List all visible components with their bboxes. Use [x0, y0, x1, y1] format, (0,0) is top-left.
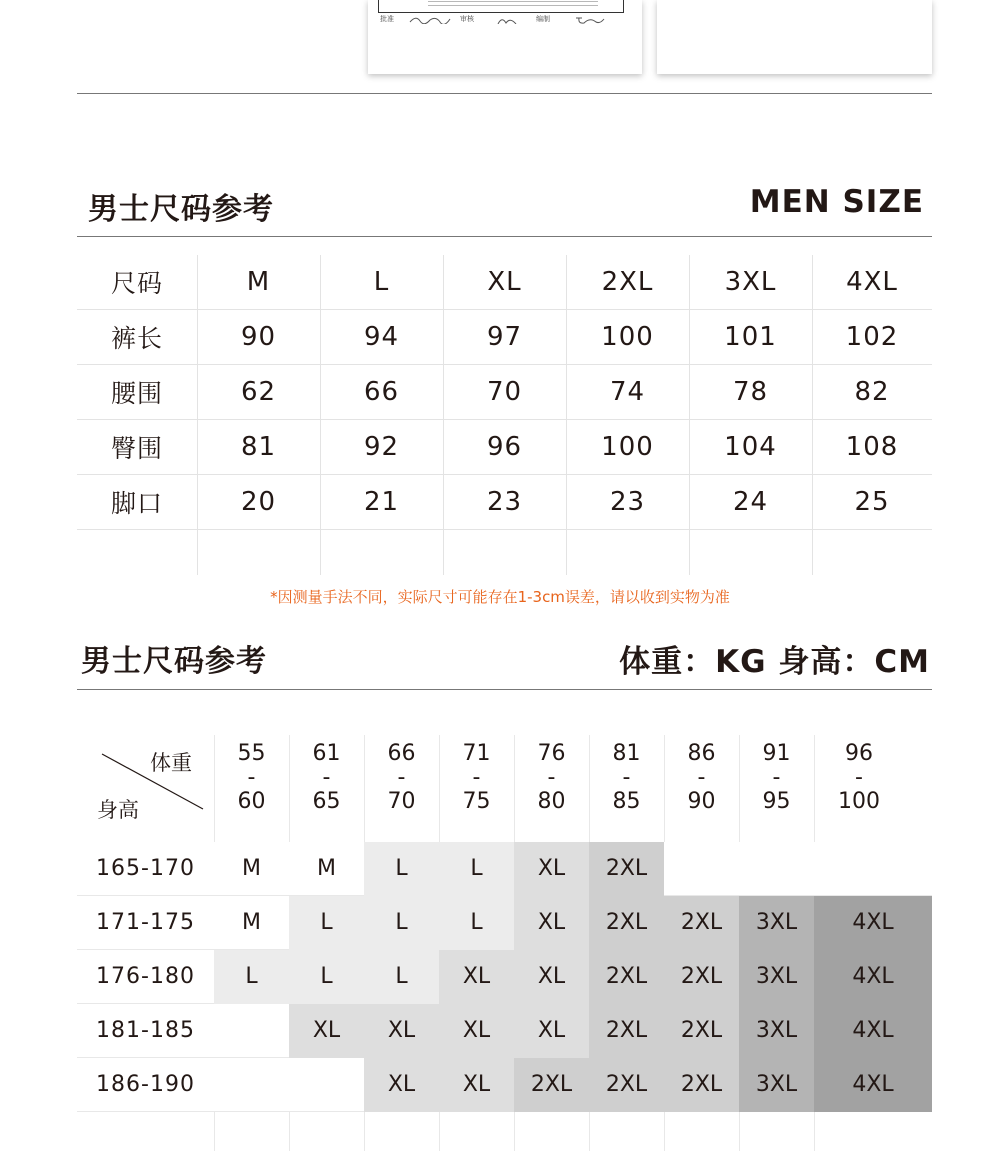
header-cell-4xl: 4XL — [846, 267, 898, 297]
row-label: 脚口 — [110, 489, 163, 518]
range-dash: - — [247, 765, 256, 790]
table-cell: 21 — [363, 487, 400, 517]
size-cell: 3XL — [739, 1058, 814, 1112]
section1-divider — [77, 236, 932, 237]
table-cell: 94 — [363, 322, 400, 352]
range-dash: - — [855, 765, 863, 790]
table-cell: 92 — [363, 432, 400, 462]
weight-to: 80 — [537, 789, 566, 814]
table-empty-row — [77, 530, 932, 580]
size-cell: XL — [514, 842, 589, 896]
table-cell: 20 — [240, 487, 277, 517]
table-cell: 25 — [854, 487, 890, 517]
size-cell: 4XL — [814, 1058, 932, 1112]
weight-from: 86 — [687, 741, 716, 766]
size-cell: 4XL — [814, 950, 932, 1004]
table-cell: 74 — [609, 377, 646, 407]
table-cell: 108 — [845, 432, 899, 462]
size-measurement-table — [77, 255, 932, 580]
weight-to: 95 — [762, 789, 791, 814]
size-cell: 2XL — [589, 1004, 664, 1058]
header-cell-2xl: 2XL — [601, 267, 654, 297]
table-cell: 78 — [732, 377, 769, 407]
height-range-label: 186-190 — [77, 1058, 214, 1112]
range-dash: - — [322, 765, 331, 790]
signature-scribble — [408, 14, 452, 24]
sign-label-approve: 批准 — [380, 15, 394, 23]
weight-range-header — [364, 742, 439, 814]
size-cell: L — [289, 896, 364, 950]
table-cell: 82 — [854, 377, 890, 407]
signature-scribble — [496, 14, 520, 24]
corner-height-label: 身高 — [97, 798, 139, 822]
weight-range-header — [289, 742, 364, 814]
table-cell: 100 — [601, 432, 654, 462]
sign-label-review: 审核 — [460, 15, 474, 23]
table-cell: 102 — [845, 322, 899, 352]
size-cell — [214, 1058, 289, 1112]
header-cell-l: L — [373, 267, 390, 297]
size-cell — [739, 842, 814, 896]
header-cell-xl: XL — [487, 267, 522, 297]
table-cell: 70 — [486, 377, 523, 407]
size-cell: L — [364, 896, 439, 950]
row-label: 腰围 — [110, 379, 163, 408]
table-cell: 96 — [486, 432, 523, 462]
weight-to: 90 — [687, 789, 716, 814]
size-cell: XL — [364, 1004, 439, 1058]
size-cell — [289, 1058, 364, 1112]
table-cell: 90 — [240, 322, 277, 352]
size-cell: XL — [514, 896, 589, 950]
weight-range-header — [214, 742, 289, 814]
size-cell: L — [439, 896, 514, 950]
sign-label-prepare: 编制 — [536, 15, 550, 23]
header-cell-3xl: 3XL — [724, 267, 777, 297]
corner-weight-label: 体重 — [150, 751, 192, 775]
size-cell: 4XL — [814, 896, 932, 950]
section1-title: 男士尺码参考 — [88, 192, 274, 227]
size-cell: 2XL — [664, 1058, 739, 1112]
section2-title: 男士尺码参考 — [81, 644, 267, 679]
size-cell: 2XL — [589, 950, 664, 1004]
weight-range-header — [589, 742, 664, 814]
size-cell — [664, 842, 739, 896]
header-cell-size: 尺码 — [110, 269, 163, 298]
section2-divider — [77, 689, 932, 690]
table-cell: 62 — [240, 377, 277, 407]
size-cell: XL — [514, 950, 589, 1004]
certificate-fine-print — [428, 1, 598, 9]
weight-from: 61 — [312, 741, 341, 766]
table-row — [77, 1058, 932, 1112]
weight-range-header — [664, 742, 739, 814]
table-row — [77, 950, 932, 1004]
table-cell: 100 — [601, 322, 654, 352]
weight-range-header — [739, 742, 814, 814]
range-dash: - — [397, 765, 406, 790]
table-cell: 23 — [609, 487, 646, 517]
weight-from: 55 — [237, 741, 266, 766]
weight-to: 100 — [838, 789, 880, 814]
weight-to: 65 — [312, 789, 341, 814]
signature-scribble — [574, 14, 606, 24]
certificate-card-left — [368, 0, 642, 74]
size-cell: M — [214, 896, 289, 950]
table-row — [77, 365, 932, 420]
table-header-row — [77, 255, 932, 310]
size-cell: L — [214, 950, 289, 1004]
size-cell: 2XL — [664, 1004, 739, 1058]
height-range-label: 181-185 — [77, 1004, 214, 1058]
table-row — [77, 842, 932, 896]
table-row — [77, 896, 932, 950]
size-cell: 3XL — [739, 896, 814, 950]
weight-range-header — [439, 742, 514, 814]
size-cell: M — [289, 842, 364, 896]
size-cell: L — [364, 950, 439, 1004]
table-empty-row — [77, 1112, 932, 1152]
table-row — [77, 475, 932, 530]
size-cell: 2XL — [664, 950, 739, 1004]
size-cell: XL — [439, 1004, 514, 1058]
table-row — [77, 1004, 932, 1058]
height-range-label: 176-180 — [77, 950, 214, 1004]
size-cell: 2XL — [589, 842, 664, 896]
size-cell: 3XL — [739, 1004, 814, 1058]
size-cell: L — [439, 842, 514, 896]
weight-from: 66 — [387, 741, 416, 766]
size-cell: 2XL — [514, 1058, 589, 1112]
weight-to: 85 — [612, 789, 641, 814]
table-cell: 24 — [732, 487, 769, 517]
section-divider — [77, 93, 932, 94]
range-dash: - — [772, 765, 781, 790]
table-cell: 101 — [724, 322, 777, 352]
size-cell — [814, 842, 932, 896]
weight-from: 76 — [537, 741, 566, 766]
weight-to: 60 — [237, 789, 266, 814]
range-dash: - — [622, 765, 631, 790]
certificate-card-right — [657, 0, 932, 74]
size-cell: XL — [289, 1004, 364, 1058]
height-range-label: 165-170 — [77, 842, 214, 896]
size-recommendation-table — [77, 842, 932, 1152]
table-row — [77, 420, 932, 475]
table-cell: 97 — [486, 322, 523, 352]
weight-from: 96 — [845, 741, 873, 766]
size-cell: L — [289, 950, 364, 1004]
range-dash: - — [472, 765, 481, 790]
section2-units-label: 体重：KG 身高：CM — [619, 644, 930, 680]
section1-men-size-label: MEN SIZE — [749, 184, 924, 220]
size-cell: XL — [514, 1004, 589, 1058]
weight-range-header — [814, 742, 904, 814]
row-label: 臀围 — [110, 434, 163, 463]
size-cell: L — [364, 842, 439, 896]
height-range-label: 171-175 — [77, 896, 214, 950]
table-row — [77, 310, 932, 365]
size-cell: 4XL — [814, 1004, 932, 1058]
weight-from: 81 — [612, 741, 641, 766]
size-cell: XL — [439, 950, 514, 1004]
weight-from: 91 — [762, 741, 791, 766]
size-cell: XL — [364, 1058, 439, 1112]
weight-to: 70 — [387, 789, 416, 814]
table-cell: 81 — [240, 432, 277, 462]
size-cell: M — [214, 842, 289, 896]
size-cell: 3XL — [739, 950, 814, 1004]
range-dash: - — [697, 765, 706, 790]
table-cell: 23 — [486, 487, 523, 517]
size-cell — [214, 1004, 289, 1058]
range-dash: - — [547, 765, 556, 790]
table-cell: 66 — [363, 377, 400, 407]
size-cell: 2XL — [664, 896, 739, 950]
weight-to: 75 — [462, 789, 491, 814]
size-cell: 2XL — [589, 1058, 664, 1112]
measurement-note: *因测量手法不同，实际尺寸可能存在1-3cm误差，请以收到实物为准 — [270, 588, 730, 606]
table-cell: 104 — [724, 432, 777, 462]
weight-range-header — [514, 742, 589, 814]
weight-from: 71 — [462, 741, 491, 766]
header-cell-m: M — [246, 267, 271, 297]
row-label: 裤长 — [110, 324, 163, 353]
size-cell: XL — [439, 1058, 514, 1112]
size-cell: 2XL — [589, 896, 664, 950]
